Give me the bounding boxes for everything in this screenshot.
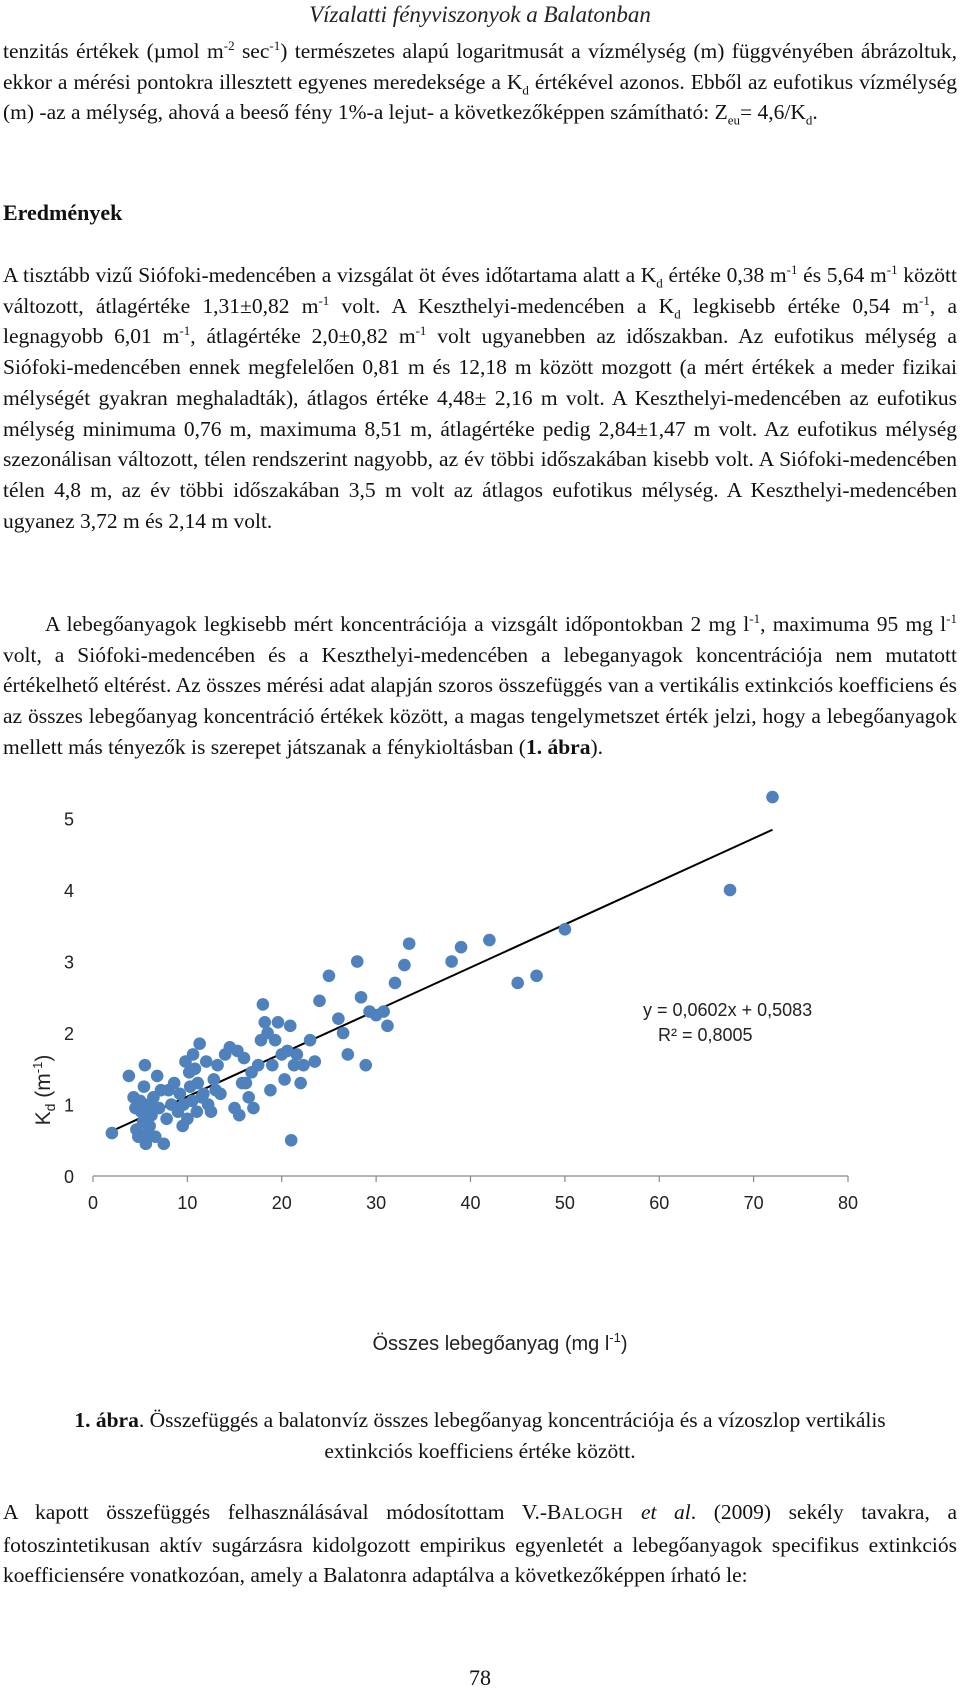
text: volt ugyanebben az időszakban. Az eufotikus mélység a Siófoki-medencében ennek megfelelően 0,81 m és 12,18 m között mozgott (a mért értékek a meder fizikai mélységét gyakran meghaladták), átlagos értéke 4,48± 2,16 m volt. A Keszthelyi-medencében az eufotikus mélység minimuma 0,76 m, maximuma 8,51 m, átlagértéke pedig 2,84±1,47 m volt. Az eufotikus mélység szezonálisan változott, télen rendszerint nagyobb, az év többi időszakában kisebb volt. A Siófoki-medencében télen 4,8 m, az év többi időszakában 3,5 m volt az átlagos eufotikus mélység. A Keszthelyi-medencében ugyanez 3,72 m és 2,14 m volt. xyxy=(3,324,957,533)
y-axis-label-sub: d xyxy=(42,1103,58,1112)
data-point xyxy=(191,1077,204,1090)
data-point xyxy=(455,941,468,954)
data-point xyxy=(285,1134,298,1147)
x-tick-label: 0 xyxy=(87,1193,99,1213)
trendline-path xyxy=(112,830,773,1131)
paragraph-suspended-matter xyxy=(3,609,957,763)
data-point xyxy=(191,1105,204,1118)
x-tick-label: 20 xyxy=(271,1193,292,1213)
data-point xyxy=(157,1138,170,1151)
superscript: -1 xyxy=(918,292,930,308)
running-head: Vízalatti fényviszonyok a Balatonban xyxy=(309,2,651,27)
data-point xyxy=(304,1034,317,1047)
data-point xyxy=(153,1102,166,1115)
text: és 5,64 m xyxy=(797,263,887,287)
data-point xyxy=(266,1059,279,1072)
data-point xyxy=(313,995,326,1008)
data-point xyxy=(242,1091,255,1104)
scatter-chart xyxy=(0,790,960,1370)
small-caps-name: ALOGH xyxy=(561,1504,624,1523)
paragraph-results xyxy=(3,260,957,536)
data-point xyxy=(381,1020,394,1033)
data-point xyxy=(403,937,416,950)
data-point xyxy=(511,977,524,990)
trend-r-squared: R² = 0,8005 xyxy=(658,1024,753,1045)
x-tick-label: 80 xyxy=(837,1193,859,1213)
y-axis-label-end: ) xyxy=(32,1054,55,1062)
data-point xyxy=(278,1073,291,1086)
data-point xyxy=(724,884,737,897)
superscript: -1 xyxy=(269,37,281,53)
data-point xyxy=(530,970,543,983)
data-point xyxy=(139,1059,152,1072)
superscript: -1 xyxy=(886,261,898,277)
data-point xyxy=(257,998,270,1011)
superscript: -1 xyxy=(318,292,330,308)
data-point xyxy=(355,991,368,1004)
data-point xyxy=(160,1113,173,1126)
data-point xyxy=(559,923,572,936)
text xyxy=(623,1500,641,1524)
data-points xyxy=(106,791,779,1150)
data-point xyxy=(291,1048,304,1061)
data-point xyxy=(238,1052,251,1065)
data-point xyxy=(200,1055,213,1068)
x-axis-label xyxy=(372,1330,627,1355)
y-tick-label: 1 xyxy=(63,1095,75,1116)
subscript: d xyxy=(522,82,529,97)
data-point xyxy=(264,1084,277,1097)
y-tick-label: 5 xyxy=(63,809,75,830)
data-point xyxy=(106,1127,119,1140)
data-point xyxy=(193,1037,206,1050)
data-point xyxy=(247,1102,260,1115)
data-point xyxy=(138,1080,151,1093)
x-axis-label-sup: -1 xyxy=(609,1330,621,1345)
data-point xyxy=(332,1012,345,1025)
data-point xyxy=(151,1070,164,1083)
data-point xyxy=(766,791,779,804)
data-point xyxy=(342,1048,355,1061)
x-tick-label: 10 xyxy=(177,1193,198,1213)
text: A lebegőanyagok legkisebb mért koncentrációja a vizsgált időpontokban 2 mg l xyxy=(45,612,750,636)
data-point xyxy=(377,1005,390,1018)
superscript: -1 xyxy=(179,323,191,339)
data-point xyxy=(240,1077,253,1090)
text: értékével azonos. Ebből az eufotikus vízmélység (m) -az a mélység, ahová a beeső fény 1%-a lejut- a következőképpen számítható: Z xyxy=(3,69,957,125)
data-point xyxy=(174,1087,187,1100)
text: A tisztább vizű Siófoki-medencében a vizsgálat öt éves időtartama alatt a K xyxy=(3,263,657,287)
y-axis-label-text: K xyxy=(32,1111,55,1126)
data-point xyxy=(297,1059,310,1072)
paragraph-bottom xyxy=(3,1497,957,1591)
text: ). xyxy=(590,734,604,759)
section-heading: Eredmények xyxy=(3,200,123,225)
y-axis-label-rest: (m xyxy=(32,1073,55,1104)
superscript: -2 xyxy=(223,37,235,53)
text: , maximuma 95 mg l xyxy=(760,612,947,636)
figure-1 xyxy=(0,790,960,1370)
data-point xyxy=(258,1016,271,1029)
y-tick-label: 3 xyxy=(63,952,75,973)
superscript: -1 xyxy=(415,323,427,339)
data-point xyxy=(351,955,364,968)
text: = 4,6/K xyxy=(740,100,806,125)
data-point xyxy=(187,1048,200,1061)
y-tick-label: 4 xyxy=(63,881,75,901)
y-axis-label-sup: -1 xyxy=(30,1061,45,1074)
figure-reference: 1. ábra xyxy=(525,734,591,759)
subscript: d xyxy=(674,306,681,321)
text: . xyxy=(812,100,818,125)
text: tenzitás értékek (µmol m xyxy=(3,39,224,63)
x-axis-label-end: ) xyxy=(620,1333,628,1355)
data-point xyxy=(233,1109,246,1122)
data-point xyxy=(197,1087,210,1100)
data-point xyxy=(359,1059,372,1072)
paragraph-methods xyxy=(3,36,957,128)
x-tick-label: 50 xyxy=(554,1193,575,1213)
text: értéke 0,38 m xyxy=(662,263,787,287)
data-point xyxy=(323,970,336,983)
data-point xyxy=(284,1020,297,1033)
x-tick-label: 40 xyxy=(460,1193,481,1213)
page-number: 78 xyxy=(469,1665,491,1690)
text: legkisebb értéke 0,54 m xyxy=(680,293,919,318)
data-point xyxy=(214,1087,227,1100)
superscript: -1 xyxy=(786,261,798,277)
text: A kapott összefüggés felhasználásával módosítottam V.-B xyxy=(3,1500,562,1524)
y-tick-label: 0 xyxy=(63,1167,75,1187)
y-axis-label xyxy=(30,1055,58,1126)
text: volt. A Keszthelyi-medencében a K xyxy=(329,293,675,318)
superscript: -1 xyxy=(749,610,761,626)
data-point xyxy=(143,1120,156,1133)
subscript: d xyxy=(656,275,663,291)
data-point xyxy=(272,1016,285,1029)
data-point xyxy=(308,1055,321,1068)
caption-text: . Összefüggés a balatonvíz összes lebegőanyag koncentrációja és a vízoszlop vertikális extinkciós koefficiens értéke között. xyxy=(138,1408,886,1463)
data-point xyxy=(211,1059,224,1072)
data-point xyxy=(123,1070,136,1083)
caption-label: 1. ábra xyxy=(74,1408,139,1432)
data-point xyxy=(252,1059,265,1072)
y-tick-label: 2 xyxy=(63,1024,75,1044)
x-tick-label: 60 xyxy=(649,1193,670,1213)
figure-caption xyxy=(40,1405,920,1467)
data-point xyxy=(189,1062,202,1075)
subscript: eu xyxy=(727,112,741,128)
data-point xyxy=(205,1105,218,1118)
chart-axes xyxy=(93,1176,848,1182)
data-point xyxy=(483,934,496,947)
x-tick-label: 70 xyxy=(743,1193,764,1213)
data-point xyxy=(389,977,402,990)
superscript: -1 xyxy=(946,610,957,626)
text: volt, a Siófoki-medencében és a Keszthelyi-medencében a lebeganyagok koncentrációja nem mutatott értékelhető eltérést. Az összes mérési adat alapján szoros összefüggés van a vertikális extinkciós koefficiens és az összes lebegőanyag koncentráció értékek között, a magas tengelymetszet érték jelzi, hogy a lebegőanyagok mellett más tényezők is szerepet játszanak a fénykioltásban ( xyxy=(3,642,957,759)
italic-text: et al xyxy=(640,1500,691,1524)
text: , átlagértéke 2,0±0,82 m xyxy=(190,324,416,349)
data-point xyxy=(294,1077,307,1090)
data-point xyxy=(269,1034,282,1047)
trend-equation: y = 0,0602x + 0,5083 xyxy=(643,999,813,1020)
data-point xyxy=(337,1027,350,1040)
text: . (2009) sekély tavakra, a fotoszintetikusan aktív sugárzásra kidolgozott empirikus egyenletét a lebegőanyagok specifikus extinkciós koefficiensére vonatkozóan, amely a Balatonra adaptálva a következőképpen írható le: xyxy=(3,1500,957,1588)
data-point xyxy=(168,1077,181,1090)
text: ) természetes alapú logaritmusát a vízmélység (m) függvényében ábrázoltuk, ekkor a mérési pontokra illesztett egyenes meredeksége a K xyxy=(3,39,958,94)
data-point xyxy=(398,959,411,972)
text: sec xyxy=(234,39,270,63)
text: között változott, átlagértéke 1,31±0,82 m xyxy=(3,263,957,318)
x-tick-label: 30 xyxy=(366,1193,387,1213)
subscript: d xyxy=(805,112,813,128)
x-axis-label-text: Összes lebegőanyag (mg l xyxy=(372,1333,610,1355)
trendline xyxy=(112,830,773,1131)
data-point xyxy=(445,955,458,968)
data-point xyxy=(208,1073,221,1086)
text: , a legnagyobb 6,01 m xyxy=(3,293,958,349)
